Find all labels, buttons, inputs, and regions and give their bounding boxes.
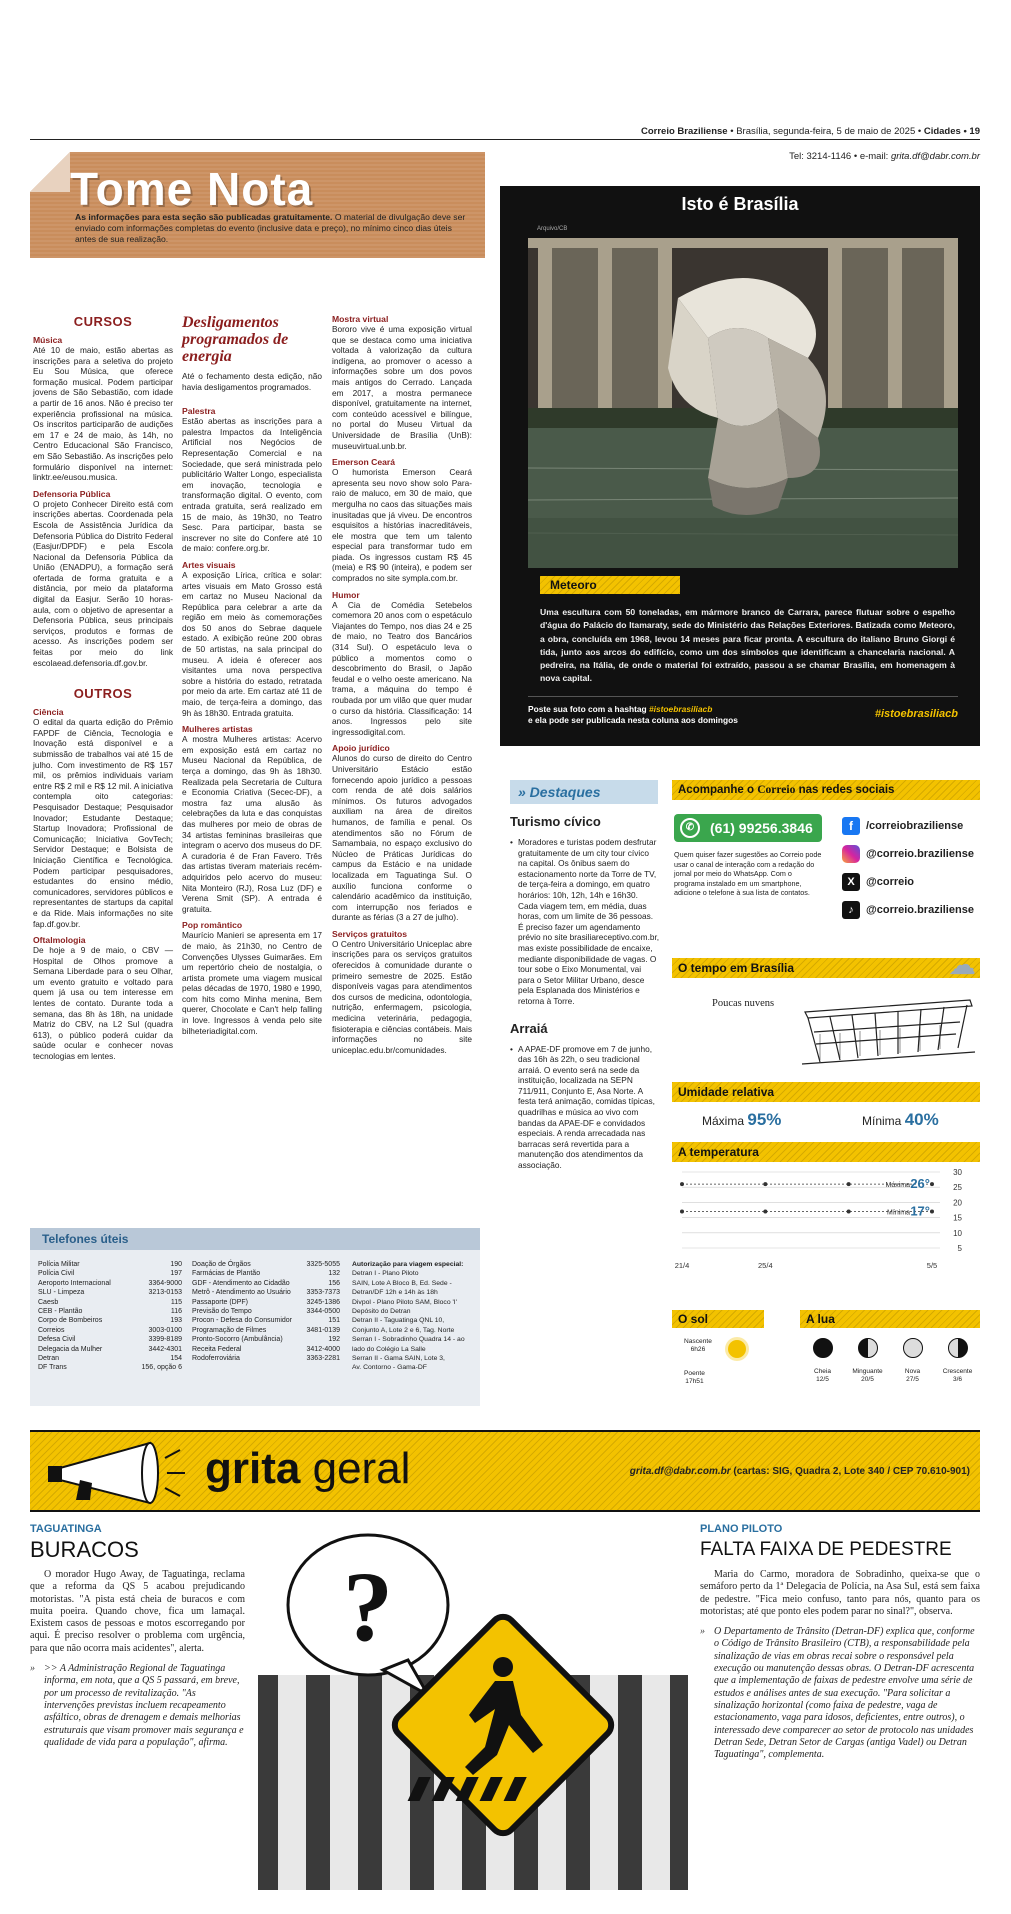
taguatinga-letter [30,1523,245,1749]
tagua-text: O morador Hugo Away, de Taguatinga, reclama que a reforma da QS 5 acabou prejudicando motoristas. "A pista está cheia de buracos e com muita poeira. Quando chove, fica um lamaçal. Existem casos de pessoas e motos escorregando por aqui. É preciso resolver o problema com urgência, para que não ocorra mais acidentes", alerta. [30,1569,245,1654]
heading-humor: Humor [332,589,360,600]
isto-title: Isto é Brasília [681,194,799,214]
data-point [680,1210,684,1214]
text-mostra: Bororo vive é uma exposição virtual que se destaca como uma iniciativa voltada à valorização da cultura indígena, ao promover o acesso a informações sobre um dos povos mais antigos do Cerrado. Lançada em 2017, a mostra permanece disponível, gratuitamente na internet, com conteúdo acessível e bilíngue, no portal do Museu Virtual da Universidade de Brasília (UnB): museuvirtual.unb.br. [332,324,472,451]
moon-icon [948,1338,968,1358]
phone-row [36,1345,184,1354]
phone-number: 3442-4301 [148,1345,182,1353]
phone-number: 3325-5055 [306,1261,340,1268]
y-tick-label: 5 [957,1244,962,1253]
phone-number: 151 [328,1317,340,1325]
photo-credit: Arquivo/CB [537,226,568,232]
phone-label: Defesa Civil [38,1336,76,1344]
arraia-heading: Arraiá [510,1020,548,1036]
phone-label: Previsão do Tempo [192,1308,252,1316]
data-point [680,1182,684,1186]
phone-number: 3245-1386 [306,1298,340,1306]
authorization-line: Serran I - Sobradinho Quadra 14 - ao lado do Colégio La Salle [352,1336,465,1353]
phone-row [190,1326,342,1335]
telefones-title: Telefones úteis [30,1228,480,1250]
grita-geral-banner [30,1430,980,1512]
isto-e-brasilia-box [500,186,980,746]
desligamentos-title: Desligamentos programados de energia [182,314,289,365]
meteoro-tag: Meteoro [540,576,680,594]
phone-number: 3363-2281 [306,1355,340,1363]
phone-label: Polícia Militar [38,1261,80,1268]
humidity-title: Umidade relativa [672,1082,980,1102]
tiktok-link[interactable]: ♪ @correio.braziliense [842,896,982,924]
humidity-max: Máxima 95% [702,1110,782,1129]
phone-label: Detran [38,1355,60,1363]
sunset: Poente 17h51 [684,1370,705,1385]
text-defensoria: O projeto Conhecer Direito está com inscrições abertas. Coordenada pela Escola de Assistência Jurídica da Defensoria Pública do Distrito Federal (Easjur/DPDF) e pela Escola Nacional da Defensoria Pública da União (ENADPU), a formação será ofertada de forma gratuita e a distância, por meio da plataforma digital da Easjur. Serão 10 horas-aula, com o objetivo de apresentar a Defensoria Pública, seus principais serviços, produtos e formas de acesso. As inscrições podem ser feitas por meio do link escolaead.defensoria.df.gov.br. [33,498,173,668]
moon-icon [858,1338,878,1358]
tiktok-icon: ♪ [842,901,860,919]
phone-label: Pronto-Socorro (Ambulância) [192,1336,283,1344]
text-servicos: O Centro Universitário Uniceplac abre inscrições para os serviços gratuitos oferecidos à comunidade durante o primeiro semestre de 2025. Estão disponíveis vagas para atendimentos dos cursos de medicina, odontologia, nutrição, enfermagem, psicologia, medicina veterinária, pedagogia, fisioterapia e ciências contábeis. Mais informações no site uniceplac.edu.br/comunidades. [332,938,472,1055]
paper-name: Correio Braziliense [641,126,728,137]
phone-row [36,1260,184,1269]
moon-phase-date: 20/5 [861,1376,874,1383]
moon-icon [903,1338,923,1358]
phone-row [190,1298,342,1307]
phone-number: 132 [328,1270,340,1278]
humidity-min: Mínima 40% [862,1110,939,1129]
tome-nota-title: Tome Nota [70,163,314,215]
plano-text: Maria do Carmo, moradora de Sobradinho, queixa-se que o semáforo perto da 1ª Delegacia de Polícia, na Asa Sul, está sem faixa de pedestre. "Fica meio confuso, tanto para nós, quanto para os motoristas; até que ponto eles podem parar no sinal?", observa. [700,1569,980,1617]
y-tick-label: 20 [953,1198,962,1208]
tome-nota-intro: As informações para esta seção são publicadas gratuitamente. O material de divulgação deve ser enviado com informações completas do evento (inclusive data e preço), no mínimo cinco dias úteis antes de sua realização. [75,212,466,244]
phone-label: Aeroporto Internacional [38,1279,111,1287]
destaques-title: » Destaques [510,780,658,804]
megaphone-icon [40,1438,190,1508]
phone-row [190,1335,342,1344]
moon-phase-name: Nova [904,1368,921,1375]
tome-nota-banner [30,152,485,258]
whatsapp-icon: ✆ [680,818,700,838]
phone-row [190,1345,342,1354]
heading-artes: Artes visuais [182,559,236,570]
data-point [763,1182,767,1186]
phone-row [36,1326,184,1335]
text-humor: A Cia de Comédia Setebelos comemora 20 anos com o espetáculo Viajantes do Tempo, nos dias 24 e 25 de maio, no Teatro dos Bancários (314 Sul). O espetáculo leva o público a momentos como o descobrimento do Brasil, o Japão feudal e o velho oeste americano. Na trama, a máquina do tempo é roubada por um vilão que quer mudar o curso da história. Classificação: 14 anos. Ingressos pelo site ingressodigital.com. [332,599,472,737]
phone-label: Metrô - Atendimento ao Usuário [192,1289,291,1297]
social-box [672,780,980,950]
phone-label: Procon - Defesa do Consumidor [192,1317,292,1325]
grita-title: grita geral [205,1444,411,1493]
section-cursos: CURSOS [73,314,133,329]
moon-icon [813,1338,833,1358]
phone-label: Rodoferroviária [192,1355,240,1363]
sun-box [672,1310,764,1406]
phone-number: 3412-4000 [306,1345,340,1353]
authorization-line: Detran II - Taguatinga QNL 10, [352,1317,445,1325]
palace-illustration [800,982,978,1072]
phone-label: Polícia Civil [38,1270,75,1278]
heading-musica: Música [33,335,63,345]
telefones-col1 [36,1260,184,1373]
text-palestra: Estão abertas as inscrições para a palestra Impactos da Inteligência Artificial nos Negócios de Representação Comercial e na Sociedade, que será ministrada pelo publicitário Walter Longo, especialista em inovação, tecnologia e transformação digital. O evento, com entrada gratuita, será realizado em 15 de maio, às 19h30, no Teatro Sesc. Para participar, basta se inscrever no site do Confere até 10 de maio: confere.org.br. [182,416,322,554]
meteoro-photo [528,238,958,568]
tagua-reply: » >> A Administração Regional de Taguatinga informa, em nota, que a QS 5 passará, em breve, por um processo de revitalização. "As intervenções previstas incluem recapeamento asfáltico, obras de drenagem e demais melhorias estruturais que visam promover mais segurança e qualidade de vida para a população", afirma. [30,1663,244,1748]
arraia-text: • A APAE-DF promove em 7 de junho, das 16h às 22h, o seu tradicional arraiá. O evento será na sede da instituição, localizada na SEPN 711/911, Conjunto E, Asa Norte. A festa terá animação, comidas típicas, quadrilhas e música ao vivo com bandas da APAE-DF e convidados especiais. A renda arrecadada nas barracas será revertida para a manutenção dos atendimentos da associação. [510,1043,655,1171]
moon-phase-date: 3/6 [952,1376,963,1383]
phone-row [36,1307,184,1316]
weather-condition: Poucas nuvens [712,998,775,1009]
moon-box [800,1310,980,1406]
telefones-col2 [190,1260,342,1363]
weather-cloud-icon: ☁ [948,949,976,980]
instagram-icon [842,845,860,863]
x-link[interactable]: X @correio [842,868,982,896]
isto-footer: Poste sua foto com a hashtag #istoebrasiliacb e ela pode ser publicada nesta coluna aos domingos [528,704,738,725]
phone-label: Programação de Filmes [192,1326,267,1334]
plano-piloto-letter [700,1523,980,1761]
phone-label: Caesb [38,1298,59,1306]
phone-row [36,1354,184,1363]
heading-ciencia: Ciência [33,707,64,718]
phone-number: 3213-0153 [148,1289,182,1297]
phone-row [190,1288,342,1297]
heading-oftalmologia: Oftalmologia [33,935,86,946]
moon-phase [938,1338,978,1384]
phone-number: 156 [328,1279,340,1287]
text-emerson: O humorista Emerson Ceará apresenta seu novo show solo Para-raio de maluco, em 30 de maio, que mergulha no caos das situações mais inusitadas que já viveu. De encontros esquisitos a histórias inacreditáveis, ele mostra que tem um talento especial para transformar tudo em piada. Os ingressos custam R$ 45 (meia) e R$ 90 (inteira), e podem ser comprados no site sympla.com.br. [332,467,472,584]
phone-number: 3399-8189 [148,1336,182,1344]
data-point [847,1182,851,1186]
social-links [842,812,982,924]
heading-servicos: Serviços gratuitos [332,928,407,939]
min-label: Mínima [887,1209,910,1217]
phone-number: 3481-0139 [306,1326,340,1334]
phone-row [190,1260,342,1269]
moon-phase-name: Crescente [942,1368,973,1375]
y-tick-label: 25 [953,1183,962,1193]
whatsapp-text: Quem quiser fazer sugestões ao Correio pode usar o canal de interação com a redação do jornal por meio do WhatsApp. Com o programa instalado em um smartphone, adicione o telefone à sua lista de contatos. [674,850,822,898]
heading-palestra: Palestra [182,406,216,417]
phone-label: CEB - Plantão [38,1308,83,1316]
phone-number: 116 [170,1308,182,1316]
text-pop: Maurício Manieri se apresenta em 17 de maio, às 21h30, no Centro de Convenções Ulysses Guimarães. Em um repertório cheio de nostalgia, o artista promete uma viagem musical pelas décadas de 1970, 1980 e 1990, com hits como Minha menina, Bem querer, Chocolate e Can't help falling in love. Ingressos à venda pelo site bilheteriadigital.com. [182,930,322,1036]
whatsapp-button[interactable]: ✆ (61) 99256.3846 [674,814,822,842]
facebook-link[interactable]: f /correiobraziliense [842,812,982,840]
phone-label: Receita Federal [192,1345,242,1353]
authorization-line: Conjunto A, Lote 2 e 6, Tag. Norte [352,1326,455,1334]
phone-label: GDF - Atendimento ao Cidadão [192,1279,290,1287]
authorization-line: Av. Contorno - Gama-DF [352,1364,427,1372]
heading-apoio: Apoio jurídico [332,743,390,754]
moon-phase [848,1338,888,1384]
authorization-line: SAIN, Lote A Bloco B, Ed. Sede - Detran/DF 12h e 14h às 18h [352,1279,452,1297]
phone-label: Delegacia da Mulher [38,1345,103,1353]
phone-number: 3344-0500 [306,1308,340,1316]
moon-phase-name: Cheia [814,1368,831,1375]
phone-row [36,1335,184,1344]
header-email[interactable]: grita.df@dabr.com.br [890,151,980,162]
section-outros: OUTROS [73,686,133,702]
phone-number: 154 [170,1355,182,1363]
data-point [763,1210,767,1214]
telefones-box [30,1228,480,1406]
plano-reply: » O Departamento de Trânsito (Detran-DF) explica que, conforme o Código de Trânsito Brasileiro (CTB), a responsabilidade pela sinalização de vias em obras recai sobre o responsável pela execução ou manutenção dessas obras. O Detran-DF acrescenta que a implementação de faixas de pedestre envolve uma série de estudos e análises antes de sua execução. "Para solicitar a sinalização horizontal (como faixa de pedestre, vaga de estacionamento, vaga para idosos, deficientes, entre outros), o interessado deve comparecer ao setor de protocolo nas unidades Detran Sede, Detran Setor de Cargas (antiga Vadel) ou Detran Taguatinga", complementa. [700,1626,975,1761]
x-icon: X [842,873,860,891]
grita-contact: grita.df@dabr.com.br (cartas: SIG, Quadra 2, Lote 340 / CEP 70.610-901) [629,1466,970,1477]
min-value: 17° [910,1203,930,1219]
phone-number: 197 [170,1270,182,1278]
heading-mostra: Mostra virtual [332,314,389,324]
phone-row [36,1279,184,1288]
temperature-box [672,1142,980,1282]
page-curl [30,152,70,192]
phone-number: 115 [170,1298,182,1306]
column-1 [33,314,173,1062]
header-page: • 19 [963,126,980,137]
telefones-col3: Autorização para viagem especial: Detran I - Plano Piloto SAIN, Lote A Bloco B, Ed. Sede - Detran/DF 12h e 14h às 18h Divpol - Plano Piloto SAM, Bloco 'I' Depósito do Detran Detran II - Taguatinga QNL 10, Conjunto A, Lote 2 e 6, Tag. Norte Serran I - Sobradinho Quadra 14 - ao lado do Colégio La Salle Serran II - Gama SAIN, Lote 3, Av. Contorno - Gama-DF [352,1260,476,1373]
y-tick-label: 30 [953,1168,962,1177]
x-tick-label: 5/5 [926,1261,938,1270]
heading-mulheres: Mulheres artistas [182,724,253,735]
text-mulheres: A mostra Mulheres artistas: Acervo em exposição está em cartaz no Museu Nacional da República, de terça a domingo, das 9h às 18h30. Realizada pela Secretaria de Cultura e Economia Criativa (Secec-DF), a mostra faz uma alusão às celebrações da luta e das conquistas das mulheres por meio de obras de 34 artistas femininas brasileiras que integram o acervo dos museus do DF. A curadoria é de Fran Favero. Três das artistas tiveram materiais recém-adquiridos pelo acervo do museu: Nita Monteiro (RJ), Rosa Luz (DF) e Verena Smit (SP). A entrada é gratuita. [182,734,322,914]
data-point [930,1210,934,1214]
grita-email[interactable]: grita.df@dabr.com.br [629,1466,731,1477]
phone-row [190,1269,342,1278]
x-tick-label: 25/4 [758,1261,773,1270]
header-contact: Tel: 3214-1146 • e-mail: grita.df@dabr.com.br [789,151,980,162]
phone-number: 192 [328,1336,340,1344]
header-date: • Brasília, segunda-feira, 5 de maio de 2025 • [730,126,922,137]
authorization-line: Serran II - Gama SAIN, Lote 3, [352,1355,445,1363]
phone-label: Farmácias de Plantão [192,1270,261,1278]
humidity-box [672,1082,980,1136]
phone-row [190,1279,342,1288]
phone-label: Corpo de Bombeiros [38,1317,103,1325]
phone-row [36,1298,184,1307]
text-artes: A exposição Lírica, crítica e solar: artes visuais em Mato Grosso está em cartaz no Museu Nacional da República para celebrar a arte da região em meio às comemorações dos 50 anos do Sebrae daquele estado. A exibição reúne 200 obras de 50 artistas, na sala principal do museu. A ideia é oferecer aos visitantes uma nova perspectiva sobre a história do estado, retratada por meio da arte. Em cartaz até 11 de maio, de terça-feira a domingo, das 9h às 18h30. Entrada gratuita. [182,569,322,718]
sun-title: O sol [672,1310,764,1328]
phone-number: 156, opção 6 [141,1364,182,1372]
authorization-line: Divpol - Plano Piloto SAM, Bloco 'I' Depósito do Detran [352,1298,457,1316]
tagua-title: BURACOS [30,1537,139,1562]
header-rule [30,139,980,140]
moon-phase [893,1338,933,1384]
max-value: 26° [910,1176,930,1192]
moon-phase-date: 12/5 [816,1376,829,1383]
phone-number: 190 [170,1261,182,1268]
moon-phase [803,1338,843,1384]
max-label: Máxima [885,1182,910,1190]
phone-row [36,1363,184,1372]
temperature-chart [672,1164,980,1282]
data-point [930,1182,934,1186]
text-oftalmologia: De hoje a 9 de maio, o CBV — Hospital de Olhos promove a Semana Liberdade para o seu Olhar, um evento gratuito e voltado para quem já usa ou tem interesse em lentes de contato. Durante toda a semana, das 8h às 18h, na unidade Matriz do CBV, na L2 Sul (quadra 613), o público poderá cuidar da saúde ocular e conhecer novas tecnologias em lentes. [33,945,173,1062]
facebook-icon: f [842,817,860,835]
phone-label: DF Trans [38,1364,67,1372]
social-title: Acompanhe o Correio nas redes sociais [672,780,980,800]
data-point [847,1210,851,1214]
x-tick-label: 21/4 [674,1261,690,1270]
crosswalk-illustration [258,1525,688,1890]
phone-row [190,1316,342,1325]
phone-number: 3003-0100 [148,1326,182,1334]
y-tick-label: 10 [953,1228,962,1238]
sunrise: Nascente 6h26 [684,1338,712,1353]
turismo-text: • Moradores e turistas podem desfrutar gratuitamente de um city tour cívico na capital. Os ônibus saem do estacionamento norte da Torre de TV, de terça-feira a domingo, em quatro horários: 10h, 12h, 14h e 16h30. Cada viagem tem, em média, duas horas, com um limite de 36 pessoas. É preciso fazer um agendamento prévio no site brasiliareceptivo.com.br, mas existe possibilidade de encaixe, mediante disponibilidade de vagas. O tour sobe o Eixo Monumental, vai para o Setor Militar Urbano, desce pela Esplanada dos Ministérios e retorna à Torre. [510,837,660,1006]
text-desligamentos: Até o fechamento desta edição, não havia desligamentos programados. [182,371,322,392]
phone-row [36,1288,184,1297]
phone-row [36,1316,184,1325]
isto-hashtag: #istoebrasiliacb [874,708,958,720]
column-2 [182,314,322,1036]
turismo-heading: Turismo cívico [510,814,601,829]
heading-defensoria: Defensoria Pública [33,488,111,499]
destaques-column [510,780,660,1171]
weather-title: O tempo em Brasília [672,958,980,978]
moon-phase-date: 27/5 [906,1376,919,1383]
heading-pop: Pop romântico [182,920,243,931]
phone-row [36,1269,184,1278]
plano-title: FALTA FAIXA DE PEDESTRE [700,1539,952,1560]
svg-text:?: ? [343,1551,393,1662]
column-3 [332,314,472,1055]
text-apoio: Alunos do curso de direito do Centro Universitário Estácio estão fornecendo apoio jurídico a pessoas com renda de até dois salários mínimos. Os futuros advogados auxiliam na área de direitos humanos, de família e penal. Os atendimentos são no Fórum de Samambaia, no espaço exclusivo do Núcleo de Práticas Jurídicas do campus da Estácio e na unidade localizada em Taguatinga Sul. O auxílio funciona conforme o calendário acadêmico da instituição, com interrupção nos feriados e durante as férias (3 a 27 de julho). [332,753,472,923]
header-section: Cidades [923,126,961,137]
moon-phase-name: Minguante [852,1368,883,1375]
page-header [600,126,980,137]
weather-box [672,949,980,1078]
phone-number: 193 [170,1317,182,1325]
phone-label: Passaporte (DPF) [192,1298,249,1306]
sun-icon [728,1340,746,1358]
instagram-link[interactable]: @correio.braziliense [842,840,982,868]
text-ciencia: O edital da quarta edição do Prêmio FAPDF de Ciência, Tecnologia e Inovação está disponível e a submissão de trabalhos vai até 15 de julho. Com investimento de R$ 157 mil, os prêmios individuais variam entre R$ 2 mil e R$ 12 mil. A iniciativa contempla oito categorias: Pesquisador Destaque; Pesquisador Inovador; Estudante Destaque; Startup Inovadora; Profissional de Comunicação; Iniciativa GovTech; Servidor Destaque; e Bolsista de Iniciação Científica e Tecnológica. Podem participar pesquisadores, estudantes do ensino médio, comunicadores, servidores públicos e representantes de startups da capital e da Ride. Mais informações no site fap.df.gov.br. [33,717,173,929]
temperature-title: A temperatura [672,1142,980,1162]
phone-number: 3364-9000 [148,1279,182,1287]
phone-number: 3353-7373 [306,1289,340,1297]
authorization-line: Detran I - Plano Piloto [352,1270,419,1278]
plano-kicker: PLANO PILOTO [700,1523,783,1535]
phone-label: Correios [38,1326,65,1334]
moon-title: A lua [800,1310,980,1328]
moon-phases [800,1338,980,1384]
heading-emerson: Emerson Ceará [332,457,396,468]
isto-footer-rule [528,696,958,697]
y-tick-label: 15 [953,1213,962,1223]
tagua-kicker: TAGUATINGA [30,1523,102,1535]
phone-row [190,1307,342,1316]
phone-row [190,1354,342,1363]
text-musica: Até 10 de maio, estão abertas as inscrições para a seletiva do projeto Eu Sou Música, que oferece formação musical. Podem participar jovens de São Sebastião, com idade a partir de 16 anos. Não é preciso ter experiência profissional na música. Os inscritos participarão de audições em 17 e 24 de maio, às 14h, no Centro Educacional São Francisco, em São Sebastião. As inscrições pelo formulário disponível na internet: linktr.ee/eusou.musica. [33,345,173,483]
meteoro-caption: Uma escultura com 50 toneladas, em mármore branco de Carrara, parece flutuar sobre o espelho d'água do Palácio do Itamaraty, sede do Ministério das Relações Exteriores. Batizada como Meteoro, a obra, concluída em 1968, levou 14 meses para ficar pronta. A escultura do italiano Bruno Giorgi é tida, junto aos arcos do edifício, como um dos símbolos que identificam a chancelaria nacional. A pedreira, na Itália, de onde o material foi extraído, passou a se chamar Brasília, em homenagem à nova capital. [540,607,955,684]
phone-label: SLU - Limpeza [38,1289,85,1297]
phone-label: Doação de Órgãos [192,1261,251,1268]
